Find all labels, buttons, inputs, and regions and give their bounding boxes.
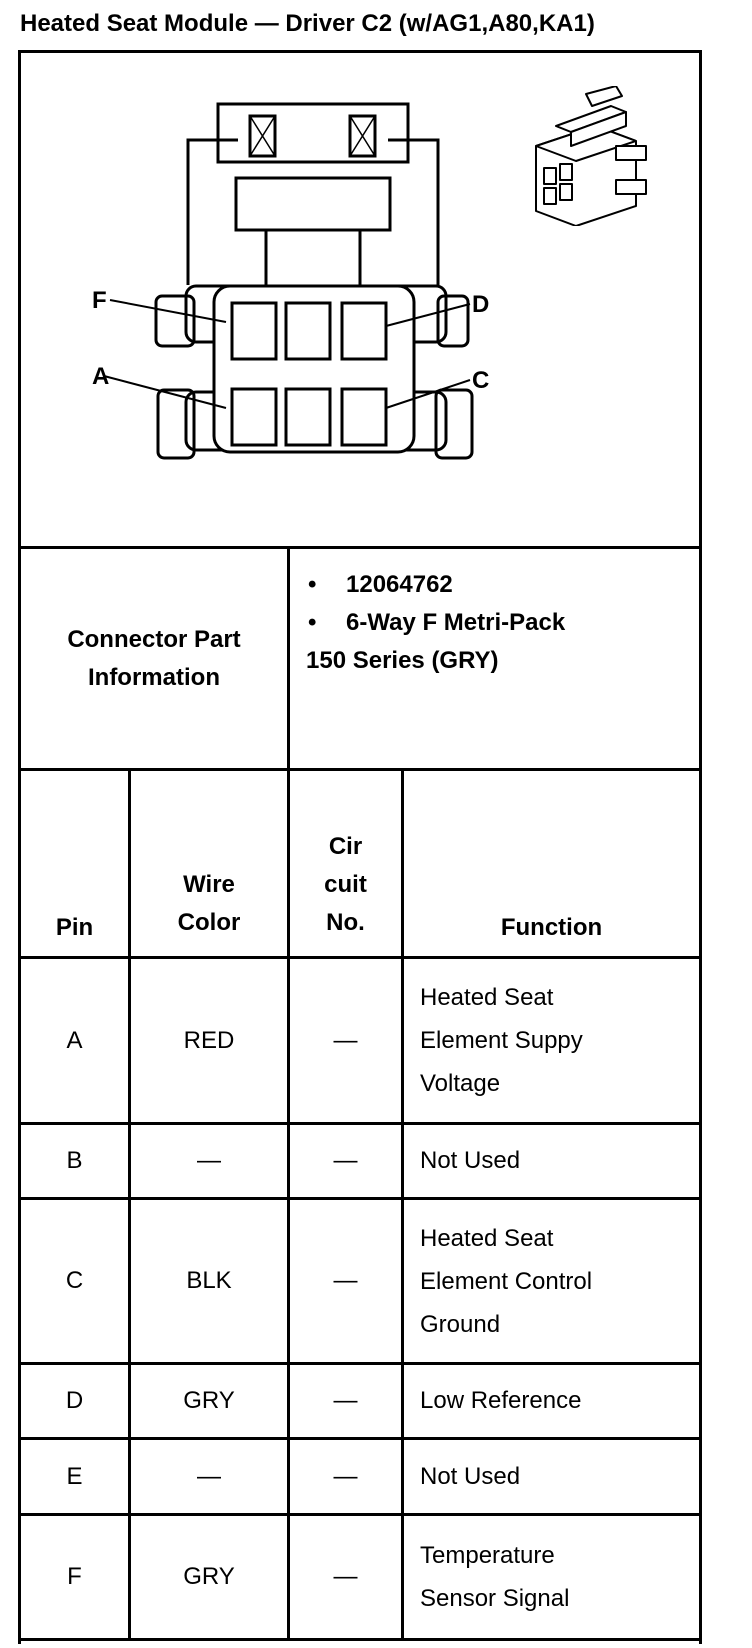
cell-circuit: — [333, 1147, 358, 1174]
function-line: Heated Seat [420, 1224, 554, 1252]
header-text: Color [177, 909, 241, 936]
cell-pin: A [66, 1026, 83, 1054]
function-line: Ground [420, 1310, 501, 1338]
divider [18, 1638, 702, 1641]
cell-function [420, 1365, 695, 1437]
pin-label: A [92, 363, 110, 390]
page-title: Heated Seat Module — Driver C2 (w/AG1,A80,KA1) [20, 10, 595, 37]
function-line: Element Suppy [420, 1027, 583, 1054]
cell-function [420, 1516, 695, 1638]
header-function [404, 771, 699, 956]
cell-circuit: — [333, 1026, 358, 1054]
header-text: Pin [55, 914, 94, 941]
header-text: cuit [324, 871, 367, 898]
connector-isometric-icon [526, 86, 666, 226]
connector-part-details [308, 566, 565, 680]
cell-pin: D [65, 1387, 84, 1414]
cell-circuit: — [333, 1387, 358, 1414]
cell-function [420, 1440, 695, 1513]
cell-pin: C [65, 1267, 84, 1294]
cell-circuit: — [333, 1462, 358, 1490]
function-line: Sensor Signal [420, 1585, 570, 1612]
function-line: Not Used [420, 1147, 521, 1174]
cell-wire-color: BLK [186, 1267, 232, 1294]
header-text: No. [326, 909, 365, 936]
bullet: • [308, 571, 317, 598]
pin-label: C [472, 367, 490, 394]
pin-label: F [92, 287, 107, 314]
cell-wire-color: GRY [183, 1563, 235, 1590]
function-line: Element Control [420, 1267, 593, 1295]
header-circuit-no [290, 771, 401, 956]
part-description: 6-Way F Metri-Pack [346, 609, 566, 636]
cell-wire-color: — [197, 1147, 221, 1174]
header-pin [21, 771, 128, 956]
function-line: Not Used [420, 1462, 521, 1490]
function-line: Low Reference [420, 1387, 582, 1414]
header-text: Cir [328, 833, 363, 860]
cell-function [420, 1200, 695, 1362]
label-line: Connector Part [67, 625, 241, 653]
cell-pin: F [67, 1563, 82, 1590]
cell-pin: B [66, 1147, 83, 1174]
cell-pin: E [66, 1462, 83, 1490]
part-number: 12064762 [346, 571, 453, 598]
function-line: Heated Seat [420, 984, 554, 1011]
cell-wire-color: — [197, 1462, 221, 1490]
header-text: Wire [183, 871, 235, 898]
connector-face-diagram [80, 90, 520, 470]
cell-function [420, 959, 695, 1122]
cell-wire-color: RED [183, 1026, 235, 1054]
cell-wire-color: GRY [183, 1387, 235, 1414]
header-text: Function [500, 914, 603, 941]
connector-part-info-label [21, 549, 287, 768]
bullet: • [308, 609, 317, 636]
cell-circuit: — [333, 1563, 358, 1590]
label-line: Information [87, 663, 220, 691]
pin-label: D [472, 291, 490, 318]
header-wire-color [131, 771, 287, 956]
part-description-cont: 150 Series (GRY) [306, 647, 499, 674]
function-line: Voltage [420, 1070, 501, 1097]
function-line: Temperature [420, 1542, 555, 1569]
cell-function [420, 1125, 695, 1197]
cell-circuit: — [333, 1267, 358, 1294]
